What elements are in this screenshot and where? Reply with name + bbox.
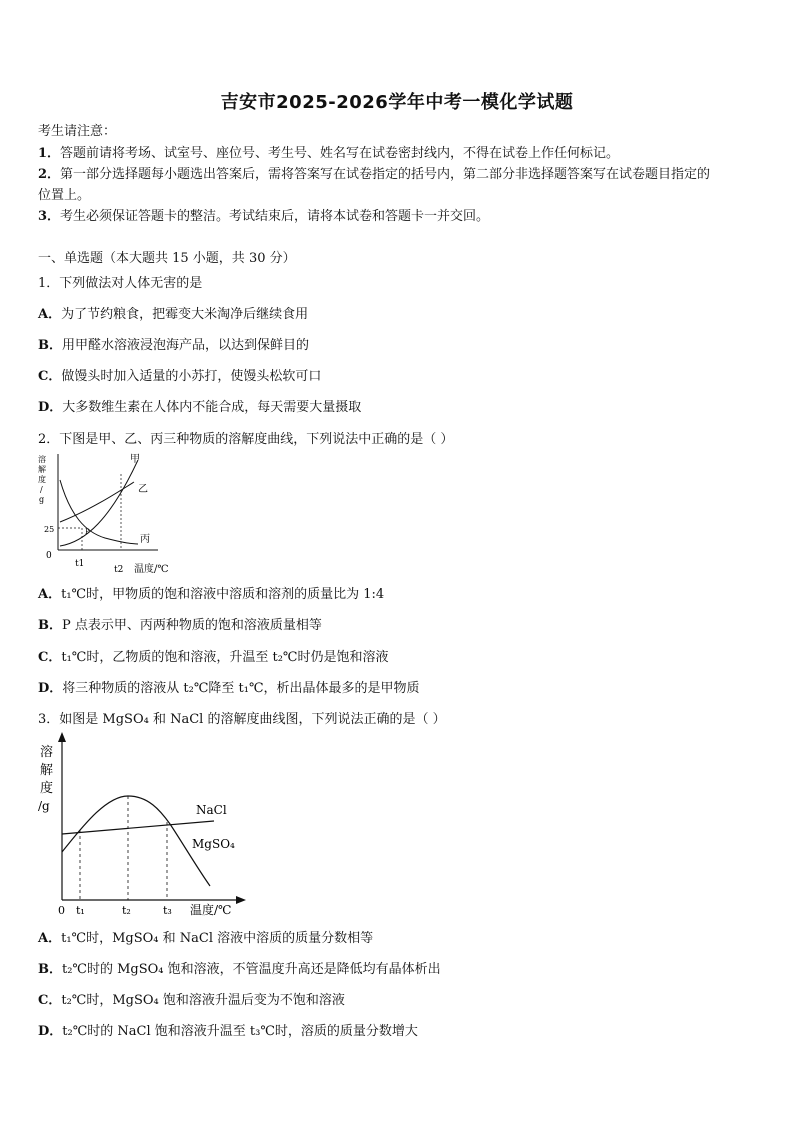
series-label-nacl: NaCl [196, 803, 227, 817]
notice-item-2 [38, 163, 710, 182]
question-1-option-d: D．大多数维生素在人体内不能合成，每天需要大量摄取 [38, 400, 362, 415]
point-p-label: P [85, 528, 90, 536]
series-label-mgso4: MgSO₄ [192, 837, 235, 851]
curve-yi [60, 482, 134, 522]
x-tick-label-t1: t₁ [76, 904, 85, 917]
y-axis-label-char: 解 [38, 465, 46, 474]
question-1-option-a: A．为了节约粮食，把霉变大米淘净后继续食用 [38, 307, 309, 322]
y-axis-label-char: / [40, 485, 43, 494]
notice-item-2-cont: 位置上。 [38, 188, 91, 203]
notice-heading: 考生请注意： [38, 124, 117, 139]
question-2-option-c: C．t₁℃时，乙物质的饱和溶液，升温至 t₂℃时仍是饱和溶液 [38, 650, 389, 665]
question-1-option-c: C．做馒头时加入适量的小苏打，使馒头松软可口 [38, 369, 322, 384]
x-axis-label: 温度/℃ [190, 903, 232, 917]
notice-item-number: 3． [38, 209, 61, 224]
question-1-option-b: B．用甲醛水溶液浸泡海产品，以达到保鲜目的 [38, 338, 310, 353]
curve-mgso4 [62, 796, 210, 886]
curve-nacl [62, 821, 214, 834]
x-axis-label: 温度/℃ [134, 564, 169, 575]
y-axis-label-char: 溶 [40, 745, 54, 760]
y-axis-label-char: g [39, 495, 45, 504]
question-3-option-b: B．t₂℃时的 MgSO₄ 饱和溶液，不管温度升高还是降低均有晶体析出 [38, 962, 441, 977]
question-3-option-d: D．t₂℃时的 NaCl 饱和溶液升温至 t₃℃时，溶质的质量分数增大 [38, 1024, 418, 1039]
y-axis-arrow [58, 732, 66, 742]
y-axis-label-char: /g [38, 799, 50, 813]
question-1-stem: 1．下列做法对人体无害的是 [38, 276, 203, 291]
page-title: 吉安市2025-2026学年中考一模化学试题 [220, 92, 574, 113]
notice-item-text: 考生必须保证答题卡的整洁。考试结束后，请将本试卷和答题卡一并交回。 [60, 209, 490, 224]
question-2-solubility-chart [30, 450, 200, 575]
question-3-stem: 3．如图是 MgSO₄ 和 NaCl 的溶解度曲线图，下列说法正确的是（ ） [38, 712, 446, 727]
x-tick-label-t2: t₂ [122, 904, 131, 917]
y-axis-label-char: 度 [40, 781, 54, 796]
notice-item-number: 1． [38, 146, 61, 161]
question-2-stem: 2．下图是甲、乙、丙三种物质的溶解度曲线，下列说法中正确的是（ ） [38, 432, 454, 447]
x-axis-arrow [236, 896, 246, 904]
question-2-option-d: D．将三种物质的溶液从 t₂℃降至 t₁℃，析出晶体最多的是甲物质 [38, 681, 420, 696]
y-axis-label-char: 度 [38, 475, 46, 484]
question-2-option-a: A．t₁℃时，甲物质的饱和溶液中溶质和溶剂的质量比为 1:4 [38, 587, 385, 602]
x-tick-label-t3: t₃ [163, 904, 172, 917]
question-3-option-c: C．t₂℃时，MgSO₄ 饱和溶液升温后变为不饱和溶液 [38, 993, 345, 1008]
origin-label: 0 [46, 551, 52, 561]
curve-bing [60, 480, 138, 544]
series-label-jia: 甲 [130, 454, 140, 465]
origin-label: 0 [58, 904, 65, 917]
y-axis-label-char: 解 [40, 763, 54, 778]
series-label-bing: 丙 [140, 534, 150, 545]
section-heading: 一、单选题（本大题共 15 小题，共 30 分） [38, 251, 296, 266]
y-axis-label-char: 溶 [38, 455, 46, 464]
question-2-option-b: B．P 点表示甲、丙两种物质的饱和溶液质量相等 [38, 618, 322, 633]
x-tick-label-t1: t1 [75, 559, 85, 569]
notice-item-1 [38, 142, 619, 161]
notice-item-text: 第一部分选择题每小题选出答案后，需将答案写在试卷指定的括号内，第二部分非选择题答案写在试卷题目指定的 [60, 167, 711, 182]
y-tick-label: 25 [44, 525, 55, 534]
question-3-solubility-chart [30, 730, 260, 925]
series-label-yi: 乙 [138, 484, 148, 495]
notice-item-number: 2． [38, 167, 61, 182]
x-tick-label-t2: t2 [114, 565, 124, 575]
notice-item-3 [38, 205, 489, 224]
question-3-option-a: A．t₁℃时，MgSO₄ 和 NaCl 溶液中溶质的质量分数相等 [38, 931, 374, 946]
notice-item-text: 答题前请将考场、试室号、座位号、考生号、姓名写在试卷密封线内，不得在试卷上作任何标记。 [60, 146, 620, 161]
